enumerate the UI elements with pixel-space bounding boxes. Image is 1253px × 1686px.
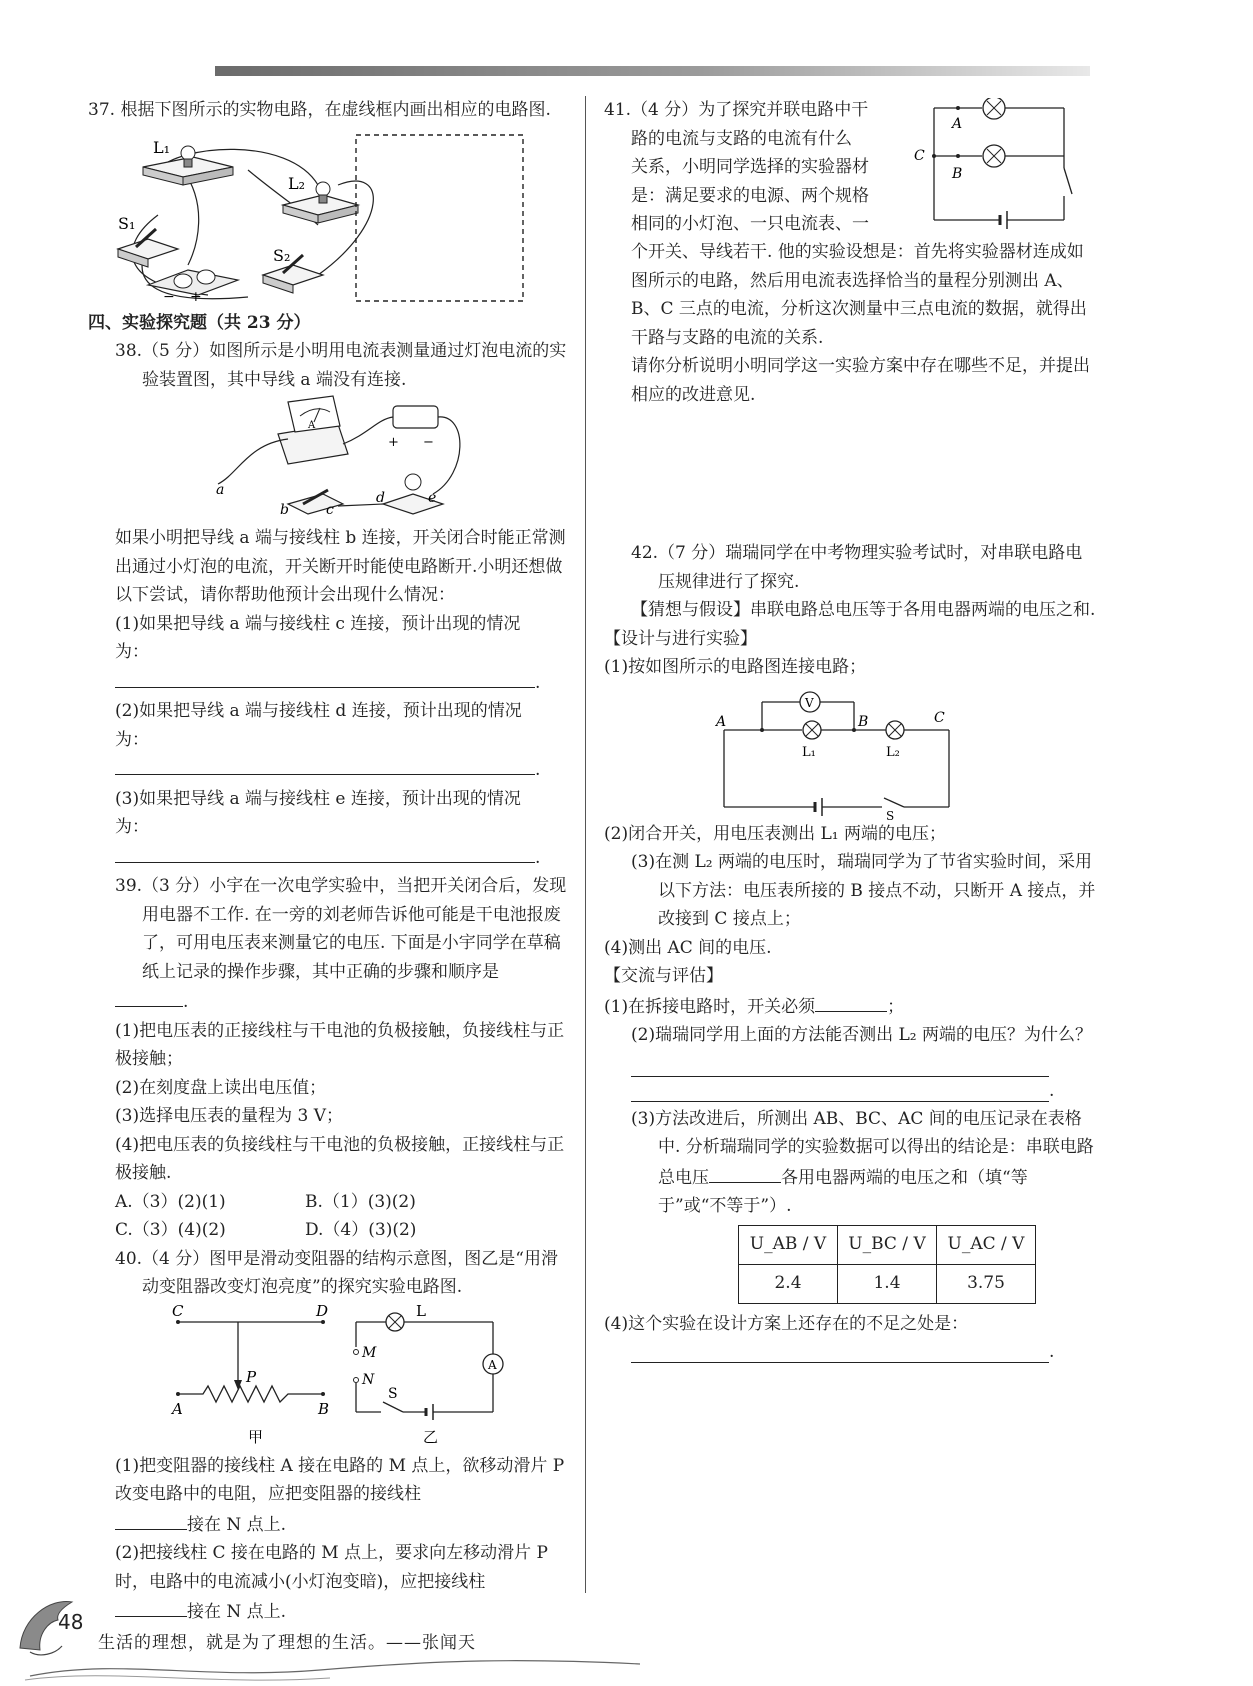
q42-answer-2a[interactable] xyxy=(631,1052,1049,1077)
q42-label-b: B xyxy=(858,713,869,730)
q41-line5: 相同的小灯泡、一只电流表、一 xyxy=(631,214,869,234)
q38-sub2: (2)如果把导线 a 端与接线柱 d 连接，预计出现的情况 xyxy=(115,701,522,721)
q42-d3: (3)在测 L₂ 两端的电压时，瑞瑞同学为了节省实验时间，采用以下方法：电压表所接的 B 接点不动，只断开 A 接点，并改接到 C 接点上； xyxy=(631,852,1096,929)
q42-e3: (3)方法改进后，所测出 AB、BC、AC 间的电压记录在表格中. 分析瑞瑞同学的实验数据可以得出的结论是：串联电路总电压 各用电器两端的电压之和（填“等于”或“不等于”）. xyxy=(631,1108,1094,1216)
q38-answer-2[interactable] xyxy=(115,754,535,775)
q38-label-e: e xyxy=(428,490,437,506)
column-divider xyxy=(585,96,586,1593)
q42-label-s: S xyxy=(886,808,895,820)
q37-label-l1: L₁ xyxy=(153,137,171,157)
q38-answer-1[interactable] xyxy=(115,667,535,688)
q42-d1: (1)按如图所示的电路图连接电路； xyxy=(604,657,867,677)
q38-answer-3[interactable] xyxy=(115,842,535,863)
q40-sub2: (2)把接线柱 C 接在电路的 M 点上，要求向左移动滑片 P 时，电路中的电流减小(小灯泡变暗)，应把接线柱 xyxy=(115,1543,548,1592)
table-cell-uac: 3.75 xyxy=(937,1264,1036,1303)
left-column xyxy=(88,96,568,1627)
table-header-uab: U_AB / V xyxy=(739,1225,838,1264)
q40-figure xyxy=(88,1302,568,1452)
q37-physical-circuit xyxy=(88,125,568,303)
q42-label-c: C xyxy=(934,709,945,726)
q42-stem: 42.（7 分）瑞瑞同学在中考物理实验考试时，对串联电路电压规律进行了探究. xyxy=(631,543,1083,592)
q37-battery-minus: − xyxy=(163,288,175,303)
q42-d4: (4)测出 AC 间的电压. xyxy=(604,937,772,958)
q39-answer-line: . xyxy=(88,986,568,1017)
table-row xyxy=(739,1264,1036,1303)
q40-sub1: (1)把变阻器的接线柱 A 接在电路的 M 点上，欲移动滑片 P 改变电路中的电阻，应把变阻器的接线柱 xyxy=(115,1455,565,1504)
q42-answer-2b-wrap: . xyxy=(631,1077,1096,1105)
q41-rest: 个开关、导线若干. 他的实验设想是：首先将实验器材连成如图所示的电路，然后用电流表选择恰当的量程分别测出 A、B、C 三点的电流，分析这次测量中三点电流的数据，就得出干路与支路的电流的关系. xyxy=(631,242,1087,348)
footer-quote: 生活的理想，就是为了理想的生活。——张闻天 xyxy=(98,1633,476,1653)
q40-stem: 40.（4 分）图甲是滑动变阻器的结构示意图，图乙是“用滑动变阻器改变灯泡亮度”的探究实验电路图. xyxy=(115,1248,558,1297)
q40-label-b: B xyxy=(318,1399,330,1418)
q40-label-s: S xyxy=(388,1385,398,1402)
q42-label-a: A xyxy=(716,713,727,730)
q42-answer-2b[interactable] xyxy=(631,1077,1049,1102)
q38-apparatus xyxy=(88,394,568,524)
q39-stem: 39.（3 分）小宇在一次电学实验中，当把开关闭合后，发现用电器不工作. 在一旁的刘老师告诉他可能是干电池报废了，可用电压表来测量它的电压. 下面是小宇同学在草稿纸上记录的操作步骤，其中正确的步骤和顺序是 xyxy=(115,876,567,982)
q41-line4: 是：满足要求的电源、两个规格 xyxy=(631,185,869,206)
q42-answer-1[interactable] xyxy=(815,991,887,1012)
q39-options xyxy=(88,1188,568,1245)
q38-ammeter-label: A xyxy=(308,420,316,431)
q40-label-n: N xyxy=(362,1371,375,1388)
q42-label-l1: L₁ xyxy=(802,744,816,760)
q37-text: 37. 根据下图所示的实物电路，在虚线框内画出相应的电路图. xyxy=(88,100,551,120)
q39-step1: (1)把电压表的正接线柱与干电池的负极接触，负接线柱与正极接触； xyxy=(115,1020,565,1069)
q42-e1: (1)在拆接电路时，开关必须 ； xyxy=(604,991,1096,1022)
table-cell-ubc: 1.4 xyxy=(838,1264,937,1303)
q41-label-c: C xyxy=(914,148,925,164)
table-header-ubc: U_BC / V xyxy=(838,1225,937,1264)
q38-label-b: b xyxy=(280,502,289,518)
q41-label-b: B xyxy=(952,166,963,182)
q41-head xyxy=(604,96,1096,238)
q42-eval-heading: 【交流与评估】 xyxy=(604,966,723,986)
q39-option-b[interactable]: B.（1）(3)(2) xyxy=(305,1191,416,1212)
q40-label-c: C xyxy=(172,1301,184,1320)
q42-d2: (2)闭合开关，用电压表测出 L₁ 两端的电压； xyxy=(604,823,946,844)
q42-answer-4-wrap: . xyxy=(631,1338,1096,1366)
q42-answer-3[interactable] xyxy=(709,1162,781,1183)
q41-answer-space[interactable] xyxy=(604,409,1096,539)
q39-step4: (4)把电压表的负接线柱与干电池的负极接触，正接线柱与正极接触. xyxy=(115,1134,565,1183)
page-number: 48 xyxy=(58,1610,84,1634)
q38-para: 如果小明把导线 a 端与接线柱 b 连接，开关闭合时能正常测出通过小灯泡的电流，开关断开时能使电路断开.小明还想做以下尝试，请你帮助他预计会出现什么情况： xyxy=(115,528,566,605)
q40-label-l: L xyxy=(416,1301,426,1320)
q38-label-c: c xyxy=(326,502,334,518)
q38-sub1: (1)如果把导线 a 端与接线柱 c 连接，预计出现的情况 xyxy=(115,613,521,634)
q38-battery-minus: − xyxy=(423,435,434,450)
q39-option-d[interactable]: D.（4）(3)(2) xyxy=(305,1220,417,1240)
q41-label-a: A xyxy=(952,116,963,132)
q42-answer-4[interactable] xyxy=(631,1338,1049,1363)
q37-label-s1: S₁ xyxy=(118,213,136,233)
q40-sub1-answer: 接在 N 点上. xyxy=(88,1509,568,1540)
q42-voltmeter-symbol: V xyxy=(805,695,814,710)
q42-data-table xyxy=(738,1225,1036,1304)
q42-e2: (2)瑞瑞同学用上面的方法能否测出 L₂ 两端的电压？为什么？ xyxy=(631,1025,1092,1045)
q42-series-circuit xyxy=(604,682,1096,820)
q38-sub3: (3)如果把导线 a 端与接线柱 e 连接，预计出现的情况 xyxy=(115,788,521,809)
q40-caption-yi: 乙 xyxy=(423,1427,439,1446)
q41-parallel-circuit xyxy=(904,98,1094,236)
q39-option-a[interactable]: A.（3）(2)(1) xyxy=(115,1191,226,1212)
q38-label-d: d xyxy=(376,490,385,506)
q38-figure xyxy=(88,394,568,524)
table-cell-uab: 2.4 xyxy=(739,1264,838,1303)
q37-figure xyxy=(88,125,568,303)
q40-answer-1[interactable] xyxy=(115,1509,187,1530)
q39-answer-blank[interactable] xyxy=(115,986,183,1007)
table-header-uac: U_AC / V xyxy=(937,1225,1036,1264)
q38-sub2-answer: 为：. xyxy=(115,729,541,780)
q37-battery-plus: + xyxy=(190,288,202,303)
q38-sub3-answer: 为：. xyxy=(115,817,541,868)
right-column xyxy=(604,96,1096,1366)
q40-label-p: P xyxy=(246,1367,257,1386)
q39-step3: (3)选择电压表的量程为 3 V； xyxy=(115,1106,343,1126)
q38-battery-plus: + xyxy=(388,435,399,450)
q42-design-heading: 【设计与进行实验】 xyxy=(604,628,757,649)
q41-ask: 请你分析说明小明同学这一实验方案中存在哪些不足，并提出相应的改进意见. xyxy=(631,356,1090,405)
q40-label-a: A xyxy=(172,1399,183,1418)
q41-line2: 路的电流与支路的电流有什么 xyxy=(631,128,852,149)
q37-answer-box xyxy=(356,135,523,301)
q39-step2: (2)在刻度盘上读出电压值； xyxy=(115,1077,327,1098)
q41-line3: 关系，小明同学选择的实验器材 xyxy=(631,157,869,177)
header-bar xyxy=(215,66,1090,76)
q42-e4: (4)这个实验在设计方案上还存在的不足之处是： xyxy=(604,1313,969,1334)
q38-stem: 38.（5 分）如图所示是小明用电流表测量通过灯泡电流的实验装置图，其中导线 a 端没有连接. xyxy=(115,341,567,390)
table-row xyxy=(739,1225,1036,1264)
q40-ammeter-symbol: A xyxy=(488,1357,497,1372)
q37-label-s2: S₂ xyxy=(273,245,291,265)
q42-figure xyxy=(604,682,1096,820)
q40-caption-jia: 甲 xyxy=(248,1427,264,1446)
q42-label-l2: L₂ xyxy=(886,744,900,760)
q40-label-d: D xyxy=(316,1301,329,1320)
q39-option-c[interactable]: C.（3）(4)(2) xyxy=(115,1220,226,1240)
q41-line1: 41.（4 分）为了探究并联电路中干 xyxy=(604,100,869,120)
q37-label-l2: L₂ xyxy=(288,173,306,193)
q42-hypothesis: 【猜想与假设】串联电路总电压等于各用电器两端的电压之和. xyxy=(631,600,1096,620)
q40-label-m: M xyxy=(362,1344,377,1361)
q38-label-a: a xyxy=(216,482,225,498)
section4-title: 四、实验探究题（共 23 分） xyxy=(88,312,311,333)
q40-sub2-answer: 接在 N 点上. xyxy=(88,1596,568,1627)
q40-diagrams xyxy=(88,1302,568,1452)
q38-sub1-answer: 为：. xyxy=(115,642,541,693)
